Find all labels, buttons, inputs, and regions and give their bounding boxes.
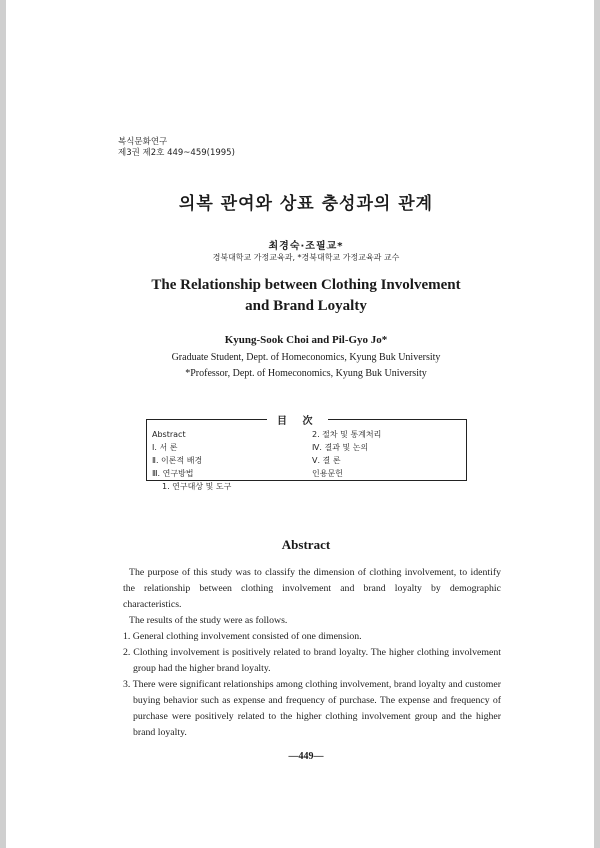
- toc-right-column: [312, 428, 381, 480]
- affiliation-english-line2: *Professor, Dept. of Homeconomics, Kyung Buk University: [185, 368, 427, 379]
- abstract-result-item: 1. General clothing involvement consisted of one dimension.: [123, 631, 362, 642]
- title-korean: 의복 관여와 상표 충성과의 관계: [178, 194, 434, 214]
- title-english: [6, 275, 600, 317]
- journal-name: 복식문화연구: [118, 137, 168, 147]
- abstract-result-item: 2. Clothing involvement is positively related to brand loyalty. The higher clothing involvement group had the higher brand loyalty.: [123, 647, 501, 674]
- abstract-result-item: 3. There were significant relationships among clothing involvement, brand loyalty and customer buying behavior such as expense and frequency of purchase. The expense and frequency of purchase were positively related to the higher clothing involvement group and the higher brand loyalty.: [123, 679, 501, 738]
- journal-issue: 제3권 제2호 449~459(1995): [118, 148, 235, 158]
- table-of-contents: [146, 416, 467, 491]
- toc-item: Ⅴ. 결 론: [312, 456, 341, 465]
- toc-item: 1. 연구대상 및 도구: [162, 482, 232, 491]
- abstract-results-intro: The results of the study were as follows.: [129, 615, 288, 626]
- abstract-heading: Abstract: [281, 537, 331, 552]
- toc-item: 2. 절차 및 통계처리: [312, 430, 382, 439]
- toc-item: Ⅲ. 연구방법: [152, 469, 194, 478]
- toc-item: Ⅳ. 결과 및 논의: [312, 443, 369, 452]
- abstract-body: [123, 565, 501, 741]
- authors-english: Kyung-Sook Choi and Pil-Gyo Jo*: [224, 334, 388, 346]
- affiliation-english: [6, 350, 600, 382]
- toc-item: Ⅰ. 서 론: [152, 443, 178, 452]
- page-number: —449—: [288, 751, 324, 762]
- toc-item: Abstract: [152, 430, 186, 439]
- title-english-line1: The Relationship between Clothing Involvement: [151, 277, 461, 293]
- title-english-line2: and Brand Loyalty: [245, 298, 367, 314]
- toc-item: 인용문헌: [312, 469, 343, 478]
- toc-heading: 目 次: [267, 412, 328, 427]
- authors-korean: 최경숙·조필교*: [268, 241, 344, 252]
- toc-item: Ⅱ. 이론적 배경: [152, 456, 203, 465]
- journal-info: [118, 137, 235, 159]
- abstract-intro: The purpose of this study was to classify the dimension of clothing involvement, to identify the relationship between clothing involvement and brand loyalty by demographic characteristics.: [123, 567, 501, 610]
- toc-left-column: [152, 428, 231, 493]
- affiliation-english-line1: Graduate Student, Dept. of Homeconomics, Kyung Buk University: [171, 352, 441, 363]
- affiliation-korean: 경북대학교 가정교육과, *경북대학교 가정교육과 교수: [212, 253, 400, 262]
